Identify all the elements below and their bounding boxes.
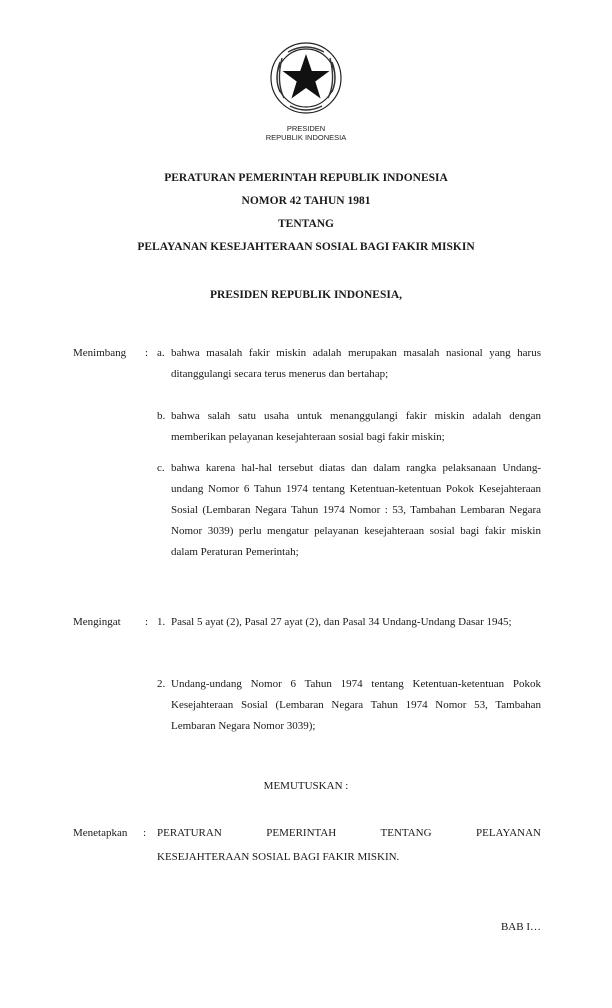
mengingat-item-2: Undang-undang Nomor 6 Tahun 1974 tentang Ketentuan-ketentuan Pokok Kesejahteraan Sosial (Lembaran Negara Tahun 1974 Nomor 53, Tambahan Lembaran Negara Nomor 3039); <box>171 678 541 732</box>
garuda-star-emblem-icon <box>268 40 344 116</box>
regulation-subject: PELAYANAN KESEJAHTERAAN SOSIAL BAGI FAKIR MISKIN <box>137 241 475 253</box>
menetapkan-label: Menetapkan <box>73 827 128 839</box>
menetapkan-colon: : <box>143 827 147 839</box>
menimbang-item-a: bahwa masalah fakir miskin adalah merupakan masalah nasional yang harus ditanggulangi secara terus menerus dan bertahap; <box>171 347 541 380</box>
mengingat-label: Mengingat <box>73 616 121 628</box>
regulation-title: PERATURAN PEMERINTAH REPUBLIK INDONESIA <box>164 172 448 184</box>
menetapkan-line2: KESEJAHTERAAN SOSIAL BAGI FAKIR MISKIN. <box>157 851 400 863</box>
menetapkan-line1: PERATURAN PEMERINTAH TENTANG PELAYANAN <box>157 827 541 839</box>
menimbang-item-b: bahwa salah satu usaha untuk menanggulangi fakir miskin adalah dengan memberikan pelayanan kesejahteraan sosial bagi fakir miskin; <box>171 410 541 443</box>
emblem-caption-line2: REPUBLIK INDONESIA <box>265 133 347 142</box>
emblem-caption-line1: PRESIDEN <box>286 124 326 133</box>
mengingat-item-1: Pasal 5 ayat (2), Pasal 27 ayat (2), dan Pasal 34 Undang-Undang Dasar 1945; <box>171 616 512 628</box>
menimbang-marker-c: c. <box>157 462 165 474</box>
page-continuation: BAB I… <box>500 921 541 933</box>
mengingat-marker-2: 2. <box>157 678 166 690</box>
menimbang-colon: : <box>145 347 149 359</box>
mengingat-marker-1: 1. <box>157 616 166 628</box>
menimbang-label: Menimbang <box>73 347 127 359</box>
regulation-tentang: TENTANG <box>277 218 335 230</box>
memutuskan-heading: MEMUTUSKAN : <box>263 780 349 792</box>
issuer-heading: PRESIDEN REPUBLIK INDONESIA, <box>209 289 403 301</box>
menimbang-item-c: bahwa karena hal-hal tersebut diatas dan dalam rangka pelaksanaan Undang-undang Nomor 6 Tahun 1974 tentang Ketentuan-ketentuan Pokok Kesejahteraan Sosial (Lembaran Negara Tahun 1974 Nomor : 53, Tambahan Lembaran Negara Nomor 3039) perlu mengatur pelayanan kesejahteraan sosial bagi fakir miskin dalam Peraturan Pemerintah; <box>171 462 541 558</box>
mengingat-colon: : <box>145 616 149 628</box>
regulation-number: NOMOR 42 TAHUN 1981 <box>241 195 371 207</box>
menimbang-marker-b: b. <box>157 410 166 422</box>
menimbang-marker-a: a. <box>157 347 165 359</box>
